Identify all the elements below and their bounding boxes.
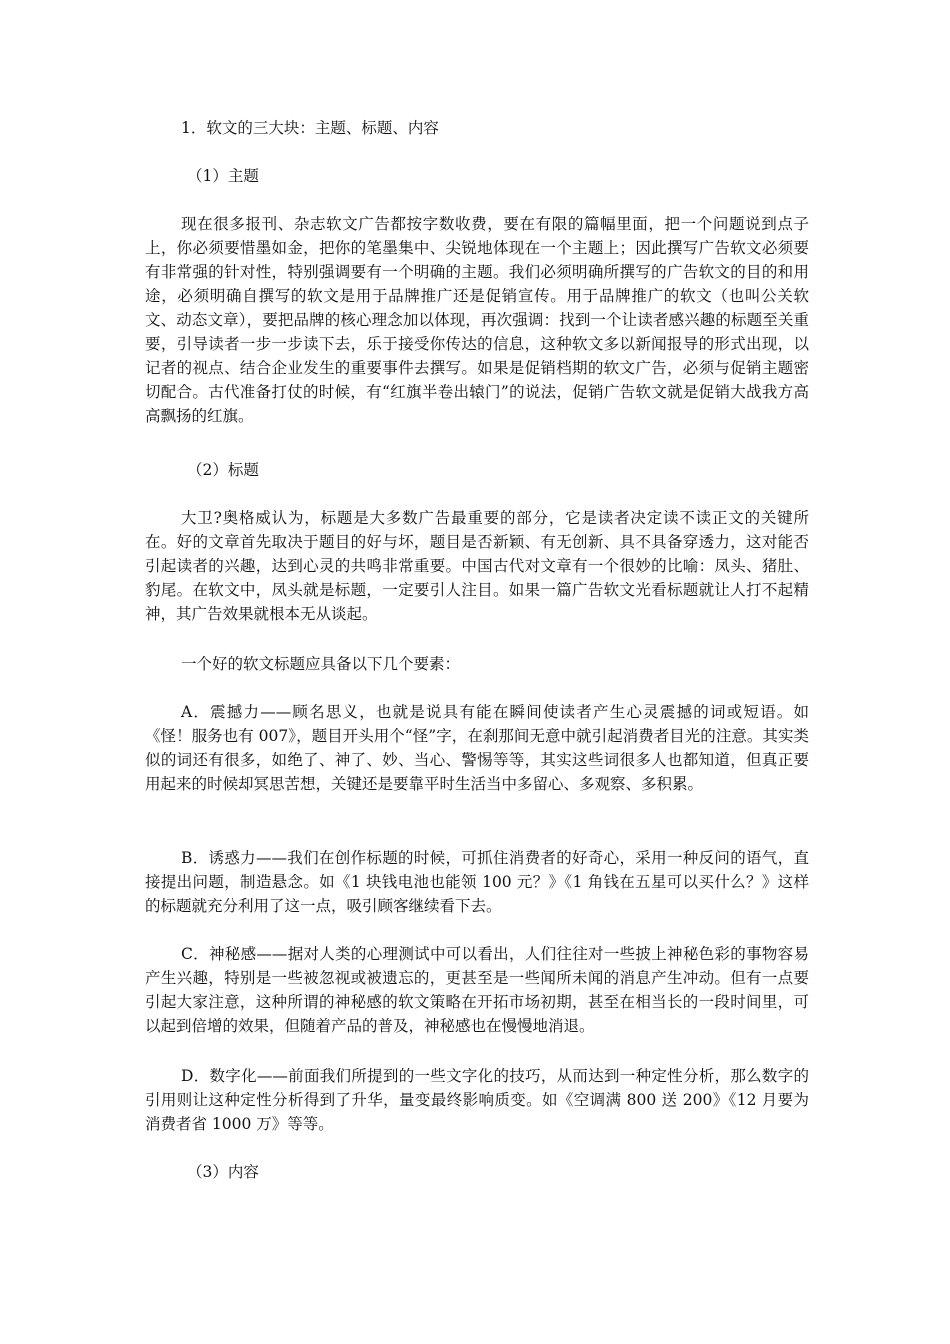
subheading-content: （3）内容 [187, 1163, 259, 1181]
paragraph-title-body: 大卫?奥格威认为，标题是大多数广告最重要的部分，它是读者决定读不读正文的关键所在。好的文章首先取决于题目的好与坏，题目是否新颖、有无创新、具不具备穿透力，这对能否引起读者的兴趣，达到心灵的共鸣非常重要。中国古代对文章有一个很妙的比喻：凤头、猪肚、豹尾。在软文中，凤头就是标题，一定要引人注目。如果一篇广告软文光看标题就让人打不起精神，其广告效果就根本无从谈起。 [145, 509, 809, 623]
paragraph-element-c: C．神秘感——据对人类的心理测试中可以看出，人们往往对一些披上神秘色彩的事物容易产生兴趣，特别是一些被忽视或被遗忘的，更甚至是一些闻所未闻的消息产生冲动。但有一点要引起大家注意，这种所谓的神秘感的软文策略在开拓市场初期，甚至在相当长的一段时间里，可以起到倍增的效果，但随着产品的普及，神秘感也在慢慢地消退。 [145, 945, 809, 1035]
subheading-theme: （1）主题 [187, 167, 259, 185]
subheading-title: （2）标题 [187, 461, 259, 479]
paragraph-theme-body: 现在很多报刊、杂志软文广告都按字数收费，要在有限的篇幅里面，把一个问题说到点子上，你必须要惜墨如金，把你的笔墨集中、尖锐地体现在一个主题上；因此撰写广告软文必须要有非常强的针对性，特别强调要有一个明确的主题。我们必须明确所撰写的广告软文的目的和用途，必须明确自撰写的软文是用于品牌推广还是促销宣传。用于品牌推广的软文（也叫公关软文、动态文章），要把品牌的核心理念加以体现，再次强调：找到一个让读者感兴趣的标题至关重要，引导读者一步一步读下去，乐于接受你传达的信息，这种软文多以新闻报导的形式出现，以记者的视点、结合企业发生的重要事件去撰写。如果是促销档期的软文广告，必须与促销主题密切配合。古代准备打仗的时候，有“红旗半卷出辕门”的说法，促销广告软文就是促销大战我方高高飘扬的红旗。 [145, 215, 809, 425]
paragraph-elements-intro: 一个好的软文标题应具备以下几个要素： [181, 655, 461, 673]
paragraph-element-d: D．数字化——前面我们所提到的一些文字化的技巧，从而达到一种定性分析，那么数字的引用则让这种定性分析得到了升华，量变最终影响质变。如《空调满 800 送 200》《12 月要为消费者省 1000 万》等等。 [145, 1067, 809, 1133]
section-title: 1．软文的三大块：主题、标题、内容 [181, 119, 439, 137]
paragraph-element-a: A．震撼力——顾名思义，也就是说具有能在瞬间使读者产生心灵震撼的词或短语。如《怪！服务也有 007》，题目开头用个“怪”字，在刹那间无意中就引起消费者目光的注意。其实类似的词还有很多，如绝了、神了、妙、当心、警惕等等，其实这些词很多人也都知道，但真正要用起来的时候却冥思苦想，关键还是要靠平时生活当中多留心、多观察、多积累。 [145, 703, 809, 793]
paragraph-element-b: B．诱惑力——我们在创作标题的时候，可抓住消费者的好奇心，采用一种反问的语气，直接提出问题，制造悬念。如《1 块钱电池也能领 100 元？》《1 角钱在五星可以买什么？》这样的标题就充分利用了这一点，吸引顾客继续看下去。 [145, 849, 809, 915]
